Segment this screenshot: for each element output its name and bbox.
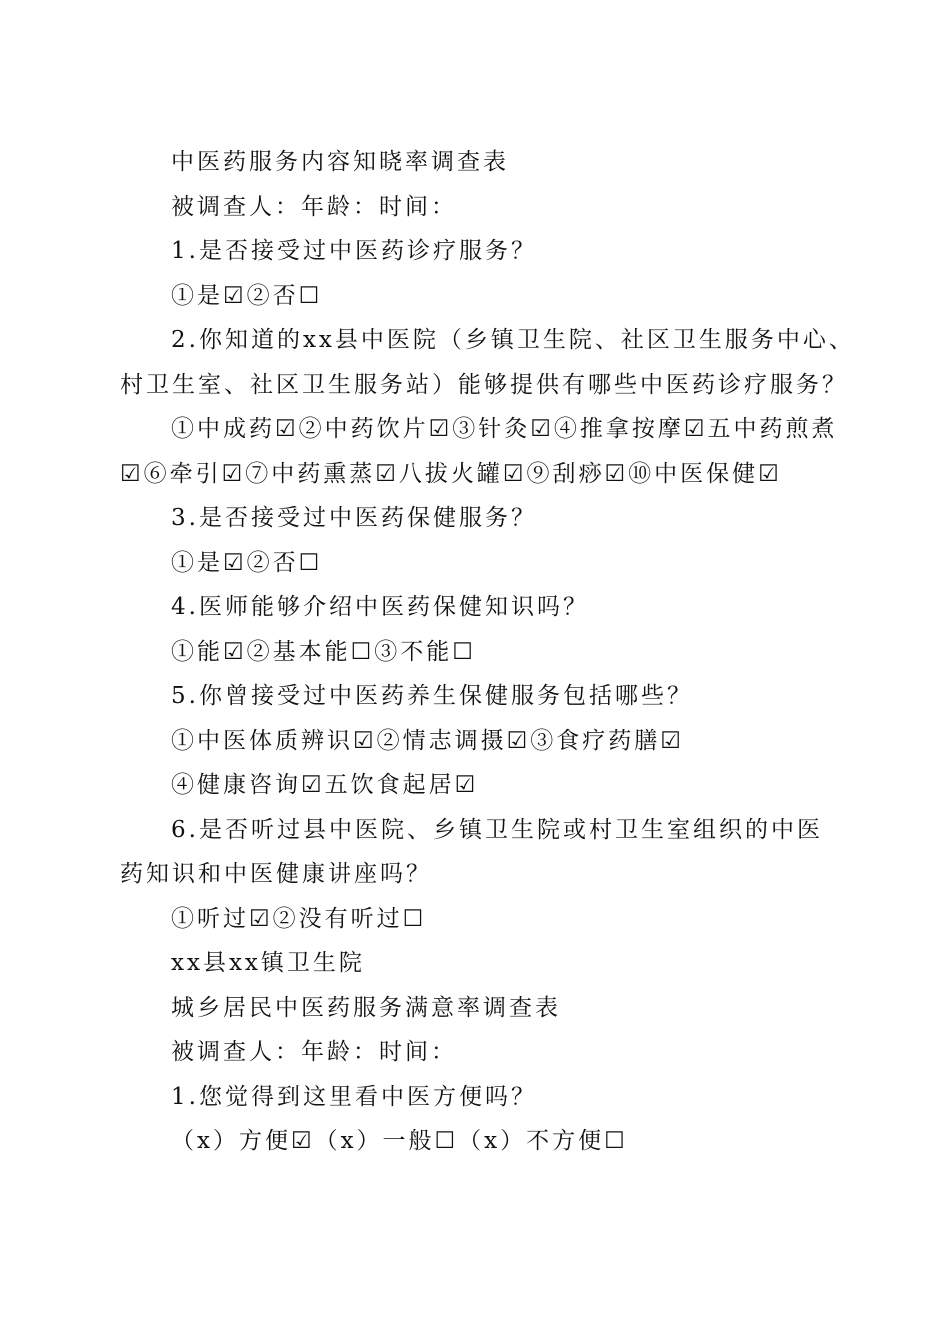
question-6-options: ①听过☑②没有听过☐ xyxy=(171,905,427,932)
question-1: 1.是否接受过中医药诊疗服务？ xyxy=(171,238,537,264)
organization-name: xx县xx镇卫生院 xyxy=(171,950,365,976)
document-body xyxy=(120,140,855,1164)
question-4: 4.医师能够介绍中医药保健知识吗？ xyxy=(171,594,589,620)
question-1-options: ①是☑②否☐ xyxy=(171,282,323,309)
question-2-line-1: 2.你知道的xx县中医院（乡镇卫生院、社区卫生服务中心、 xyxy=(171,327,855,353)
survey-title: 中医药服务内容知晓率调查表 xyxy=(171,149,509,175)
question-5: 5.你曾接受过中医药养生保健服务包括哪些？ xyxy=(171,683,693,709)
question-2-options-line-2: ☑⑥牵引☑⑦中药熏蒸☑八拔火罐☑⑨刮痧☑⑩中医保健☑ xyxy=(120,460,782,487)
question-5-options-line-2: ④健康咨询☑五饮食起居☑ xyxy=(171,772,479,798)
question-5-options-line-1: ①中医体质辨识☑②情志调摄☑③食疗药膳☑ xyxy=(171,727,684,754)
survey-2-question-1: 1.您觉得到这里看中医方便吗？ xyxy=(171,1083,537,1110)
question-4-options: ①能☑②基本能☐③不能☐ xyxy=(171,638,476,665)
question-6-line-2: 药知识和中医健康讲座吗？ xyxy=(120,861,432,887)
question-3: 3.是否接受过中医药保健服务？ xyxy=(171,505,537,531)
survey-2-respondent-info-line: 被调查人：年龄：时间： xyxy=(171,1039,457,1065)
survey-2-question-1-options: （x）方便☑（x）一般☐（x）不方便☐ xyxy=(171,1128,628,1154)
question-3-options: ①是☑②否☐ xyxy=(171,549,323,576)
survey-2-title: 城乡居民中医药服务满意率调查表 xyxy=(171,994,561,1021)
question-6-line-1: 6.是否听过县中医院、乡镇卫生院或村卫生室组织的中医 xyxy=(171,816,823,843)
question-2-line-2: 村卫生室、社区卫生服务站）能够提供有哪些中医药诊疗服务？ xyxy=(120,371,848,398)
respondent-info-line: 被调查人：年龄：时间： xyxy=(171,193,457,220)
question-2-options-line-1: ①中成药☑②中药饮片☑③针灸☑④推拿按摩☑五中药煎煮 xyxy=(171,416,838,442)
